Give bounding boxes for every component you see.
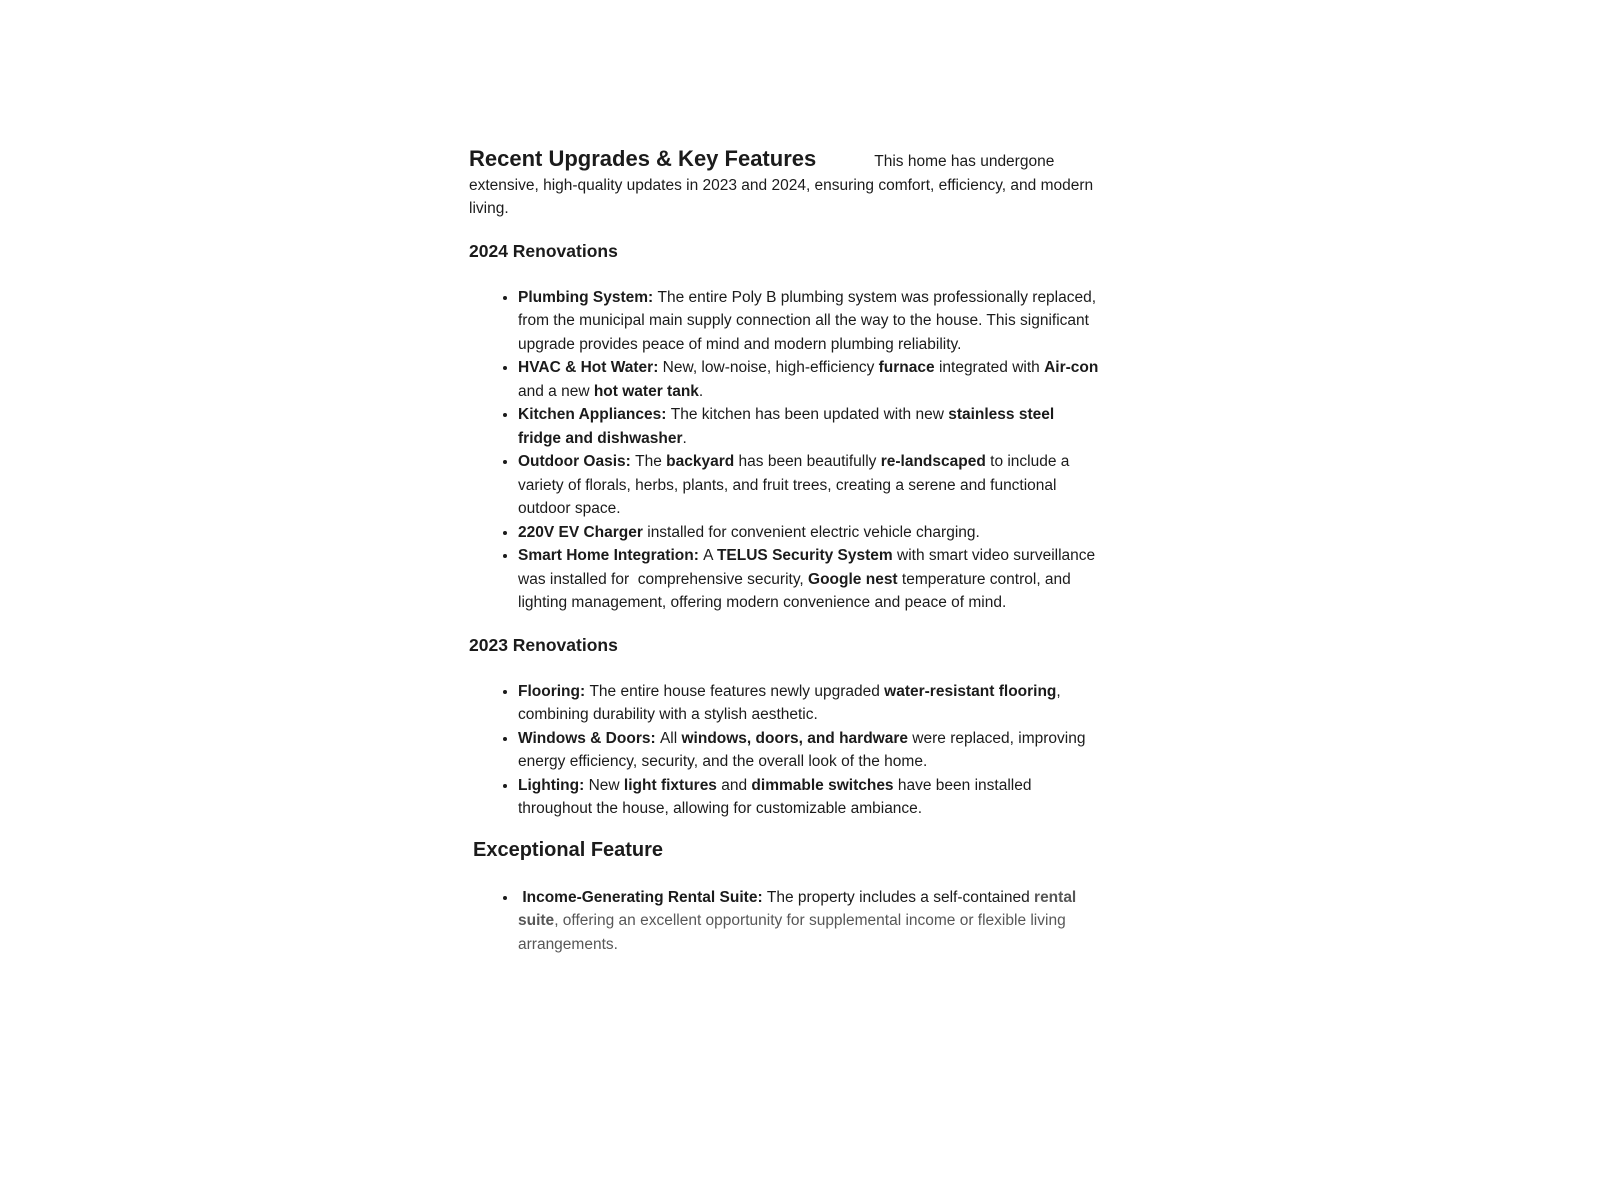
intro-text: This home has undergone extensive, high-quality updates in 2023 and 2024, ensuring comfort, efficiency, and modern living. [469,153,1094,217]
text-run: hot water tank [593,382,699,400]
section [469,239,1103,615]
list-item [518,521,1099,545]
text-run: Lighting: [518,776,589,794]
text-run: Outdoor Oasis: [518,453,636,470]
list-item [518,450,1099,521]
list-item [518,680,1099,727]
section-heading: 2024 Renovations [469,240,618,261]
list-item [518,544,1099,615]
text-run: A [703,547,717,564]
text-run: furnace [878,359,935,376]
text-run: with smart video surveillance was installed for comprehensive security, [518,547,1100,588]
text-run: The kitchen has been updated with new [670,406,949,423]
text-run: re-landscaped [880,453,986,470]
text-run: . [698,382,704,400]
section-heading: Exceptional Feature [473,838,664,861]
text-run: and a new [518,359,1103,400]
section [469,633,1099,821]
text-run: temperature control, and lighting management, offering modern convenience and peace of mind. [518,570,1076,611]
bullet-list [469,680,1099,821]
text-run: dimmable switches [751,776,894,794]
list-item [518,886,1099,957]
text-run: Plumbing System: [518,288,658,306]
list-item [518,727,1099,774]
text-run: stainless steel fridge and dishwasher [518,406,1059,447]
text-run: were replaced, improving energy efficiency, security, and the overall look of the home. [518,729,1090,770]
section [469,837,1099,957]
text-run: to include a variety of florals, herbs, plants, and fruit trees, creating a serene and functional outdoor space. [518,453,1074,517]
page-title: Recent Upgrades & Key Features [469,146,817,171]
text-run: New [588,776,624,794]
text-run: Smart Home Integration: [518,547,704,564]
text-run: The entire house features newly upgraded [589,682,885,700]
document-sections [469,239,1103,957]
list-item [518,774,1099,821]
bullet-list [469,286,1103,615]
text-run: windows, doors, and hardware [681,729,908,747]
text-run: . [682,429,687,447]
text-run: The entire Poly B plumbing system was professionally replaced, from the municipal main supply connection all the way to the house. This significant upgrade provides peace of mind and modern plumbing reliability. [518,288,1101,353]
text-run: rental suite [518,888,1081,929]
list-item [518,403,1099,450]
intro-paragraph [469,147,1099,221]
text-run: , offering an excellent opportunity for supplemental income or flexible living arrangements. [518,912,1070,953]
text-run: , combining durability with a stylish aesthetic. [518,682,1066,723]
section-heading: 2023 Renovations [469,634,618,655]
list-item [518,286,1099,357]
text-run: The [635,453,667,470]
text-run: TELUS Security System [716,547,893,564]
text-run: 220V EV Charger [518,523,643,541]
text-run: has been beautifully [734,453,881,470]
text-run: The property includes a self-contained [766,888,1035,906]
text-run: Google nest [808,570,898,588]
list-item [518,356,1103,403]
text-run: Windows & Doors: [518,729,660,747]
bullet-list [469,886,1099,957]
text-run: installed for convenient electric vehicle charging. [642,523,980,541]
text-run: water-resistant flooring [884,682,1057,700]
text-run: All [659,729,682,747]
text-run: Kitchen Appliances: [518,406,671,423]
text-run: Income-Generating Rental Suite: [518,888,767,906]
text-run: have been installed throughout the house, allowing for customizable ambiance. [518,776,1036,817]
text-run: integrated with [934,359,1045,376]
text-run: Flooring: [518,682,590,700]
text-run: backyard [666,453,735,470]
text-run: HVAC & Hot Water: [518,359,663,376]
text-run: light fixtures [623,776,717,794]
text-run: Air-con [1044,359,1099,376]
text-run: New, low-noise, high-efficiency [662,359,879,376]
text-run: and [716,776,752,794]
